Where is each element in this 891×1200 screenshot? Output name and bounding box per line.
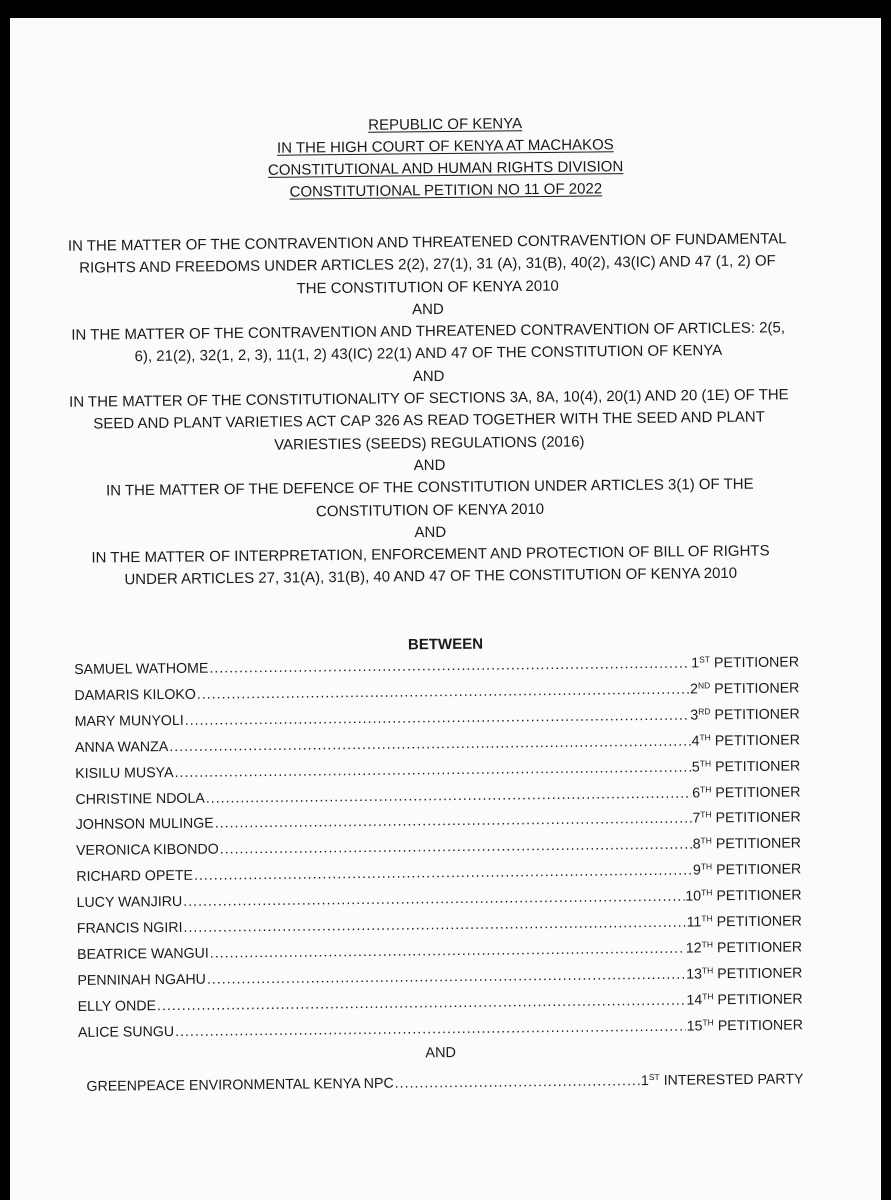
party-name: MARY MUNYOLI [74,712,184,730]
party-name: ALICE SUNGU [77,1023,175,1041]
party-name: VERONICA KIBONDO [75,841,219,860]
parties-list [74,648,804,1098]
party-designation: 3RD PETITIONER [690,706,800,724]
dot-leader [175,1016,686,1043]
party-name: JOHNSON MULINGE [75,815,214,834]
dot-leader [395,1071,640,1095]
and-separator: AND [413,456,446,475]
party-name: SAMUEL WATHOME [74,660,209,678]
party-name: KISILU MUSYA [75,764,174,782]
petitioner-rows [74,648,803,1044]
party-designation: 8TH PETITIONER [692,835,802,853]
matter-paragraph: IN THE MATTER OF THE CONTRAVENTION AND THREATENED CONTRAVENTION OF FUNDAMENTAL RIGHTS AND FREEDOMS UNDER ARTICLES 2(2), 27(1), 31 (A), 31(B), 40(2), 43(IC) AND 47 (1, 2) OF THE CONSTITUTION OF KENYA 2010 [67,230,787,297]
party-name: BEATRICE WANGUI [77,945,209,963]
party-designation: 1ST INTERESTED PARTY [640,1070,804,1089]
and-separator: AND [412,367,445,385]
party-designation: 13TH PETITIONER [686,965,803,983]
party-designation: 1ST PETITIONER [691,654,800,672]
party-designation: 2ND PETITIONER [690,680,800,698]
matter-paragraph: IN THE MATTER OF THE CONSTITUTIONALITY OF SECTIONS 3A, 8A, 10(4), 20(1) AND 20 (1E) OF THE SEED AND PLANT VARIETIES ACT CAP 326 AS READ TOGETHER WITH THE SEED AND PLANT VARIESTIES (SEEDS) REGULATIONS (2016) [69,386,789,454]
party-name: DAMARIS KILOKO [74,686,196,704]
party-name: CHRISTINE NDOLA [75,790,205,808]
interested-party-row [78,1065,803,1098]
party-designation: 6TH PETITIONER [692,783,801,802]
party-designation: 7TH PETITIONER [692,809,801,827]
party-name: ELLY ONDE [77,997,157,1015]
party-designation: 11TH PETITIONER [686,913,802,931]
matters-section [66,228,792,592]
party-designation: 5TH PETITIONER [691,757,801,776]
party-designation: 12TH PETITIONER [685,939,803,957]
heading-line-court: IN THE HIGH COURT OF KENYA AT MACHAKOS [276,136,614,157]
party-designation: 10TH PETITIONER [685,887,802,905]
party-name: PENNINAH NGAHU [77,971,206,989]
heading-line-petition-number: CONSTITUTIONAL PETITION NO 11 OF 2022 [289,180,603,201]
heading-line-republic: REPUBLIC OF KENYA [368,115,523,134]
party-name: ANNA WANZA [74,738,169,756]
party-name: GREENPEACE ENVIRONMENTAL KENYA NPC [86,1075,394,1095]
party-name: FRANCIS NGIRI [76,919,183,938]
and-separator: AND [412,300,444,319]
party-name: RICHARD OPETE [76,868,194,886]
between-heading: BETWEEN [407,635,484,654]
matter-paragraph: IN THE MATTER OF THE DEFENCE OF THE CONSTITUTION UNDER ARTICLES 3(1) OF THE CONSTITUTION OF KENYA 2010 [105,475,754,520]
and-separator: AND [425,1044,457,1061]
party-designation: 4TH PETITIONER [691,732,801,750]
and-separator: AND [414,523,447,542]
party-designation: 9TH PETITIONER [692,861,802,879]
party-designation: 15TH PETITIONER [686,1017,803,1035]
matter-paragraph: IN THE MATTER OF INTERPRETATION, ENFORCEMENT AND PROTECTION OF BILL OF RIGHTS UNDER ARTICLES 27, 31(A), 31(B), 40 AND 47 OF THE CONSTITUTION OF KENYA 2010 [91,542,770,589]
document-page [10,18,881,1200]
case-heading [10,109,881,206]
matter-paragraph: IN THE MATTER OF THE CONTRAVENTION AND THREATENED CONTRAVENTION OF ARTICLES: 2(5, 6), 21(2), 32(1, 2, 3), 11(1, 2) 43(IC) 22(1) AND 47 OF THE CONSTITUTION OF KENYA [71,319,786,366]
party-designation: 14TH PETITIONER [686,991,803,1009]
party-name: LUCY WANJIRU [76,894,183,912]
heading-line-division: CONSTITUTIONAL AND HUMAN RIGHTS DIVISION [267,158,624,179]
